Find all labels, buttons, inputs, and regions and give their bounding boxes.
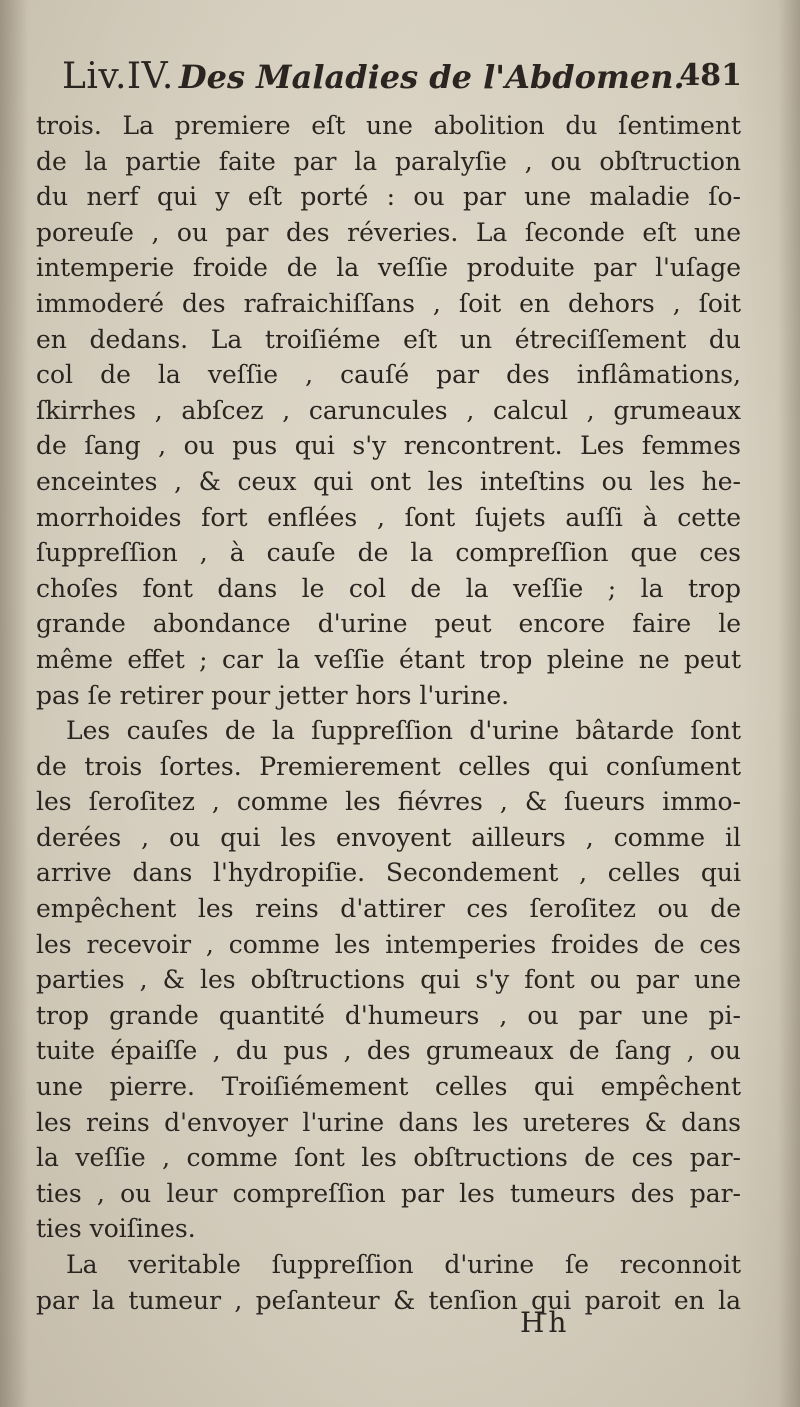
text-line: arrive dans l'hydropiſie. Secondement , celles qui [36, 858, 741, 888]
text-line: même effet ; car la veſſie étant trop pleine ne peut [36, 644, 741, 674]
text-line: les reins d'envoyer l'urine dans les ureteres & dans [36, 1107, 741, 1137]
text-line: derées , ou qui les envoyent ailleurs , comme il [36, 822, 741, 852]
text-line: de ſang , ou pus qui s'y rencontrent. Les femmes [36, 431, 741, 461]
text-line: ties voiſines. [36, 1214, 196, 1244]
right-edge-shadow [778, 0, 800, 1407]
text-line: de trois ſortes. Premierement celles qui conſument [36, 751, 741, 781]
text-line: les recevoir , comme les intemperies froides de ces [36, 929, 741, 959]
text-line: empêchent les reins d'attirer ces ſeroſitez ou de [36, 894, 741, 924]
text-line: ties , ou leur compreſſion par les tumeurs des par- [36, 1178, 741, 1208]
text-line: parties , & les obſtructions qui s'y font ou par une [36, 965, 741, 995]
text-line: trop grande quantité d'humeurs , ou par une pi- [36, 1000, 741, 1030]
text-line: intemperie froide de la veſſie produite par l'uſage [36, 253, 741, 283]
running-header [62, 56, 742, 102]
text-line: grande abondance d'urine peut encore faire le [36, 609, 741, 639]
body-text [36, 108, 741, 1318]
text-line: enceintes , & ceux qui ont les inteſtins ou les he- [36, 466, 741, 496]
text-line: pas ſe retirer pour jetter hors l'urine. [36, 680, 510, 710]
text-line: du nerf qui y eſt porté : ou par une maladie ſo- [36, 182, 741, 212]
text-line: les ſeroſitez , comme les fiévres , & ſueurs immo- [36, 787, 741, 817]
text-line: morrhoides fort enflées , ſont ſujets auſſi à cette [36, 502, 741, 532]
left-edge-shadow [0, 0, 28, 1407]
text-line: choſes font dans le col de la veſſie ; la trop [36, 573, 741, 603]
running-title: Des Maladies de l'Abdomen. [178, 58, 685, 96]
signature-mark: Hh [520, 1306, 571, 1339]
text-line: La veritable ſuppreſſion d'urine ſe reconnoit [66, 1250, 741, 1279]
text-line: une pierre. Troiſiémement celles qui empêchent [36, 1072, 741, 1102]
text-line: par la tumeur , peſanteur & tenſion qui paroit en la [36, 1285, 741, 1315]
text-line: la veſſie , comme ſont les obſtructions de ces par- [36, 1143, 741, 1173]
book-number: Liv.IV. [62, 56, 174, 97]
text-line: col de la veſſie , cauſé par des inflâmations, [36, 360, 741, 390]
page-number: 481 [679, 58, 742, 93]
text-line: tuite épaiſſe , du pus , des grumeaux de ſang , ou [36, 1036, 741, 1066]
text-line: immoderé des rafraichiſſans , ſoit en dehors , ſoit [36, 288, 741, 318]
text-line: Les cauſes de la ſuppreſſion d'urine bâtarde ſont [66, 716, 741, 746]
text-line: ſkirrhes , abſcez , caruncules , calcul , grumeaux [36, 395, 741, 425]
text-line: poreuſe , ou par des réveries. La ſeconde eſt une [36, 217, 741, 247]
text-line: de la partie faite par la paralyſie , ou obſtruction [36, 146, 741, 176]
text-line: en dedans. La troiſiéme eſt un étreciſſement du [36, 324, 741, 354]
text-line: ſuppreſſion , à cauſe de la compreſſion que ces [36, 538, 741, 568]
text-line: trois. La premiere eſt une abolition du ſentiment [36, 111, 741, 140]
